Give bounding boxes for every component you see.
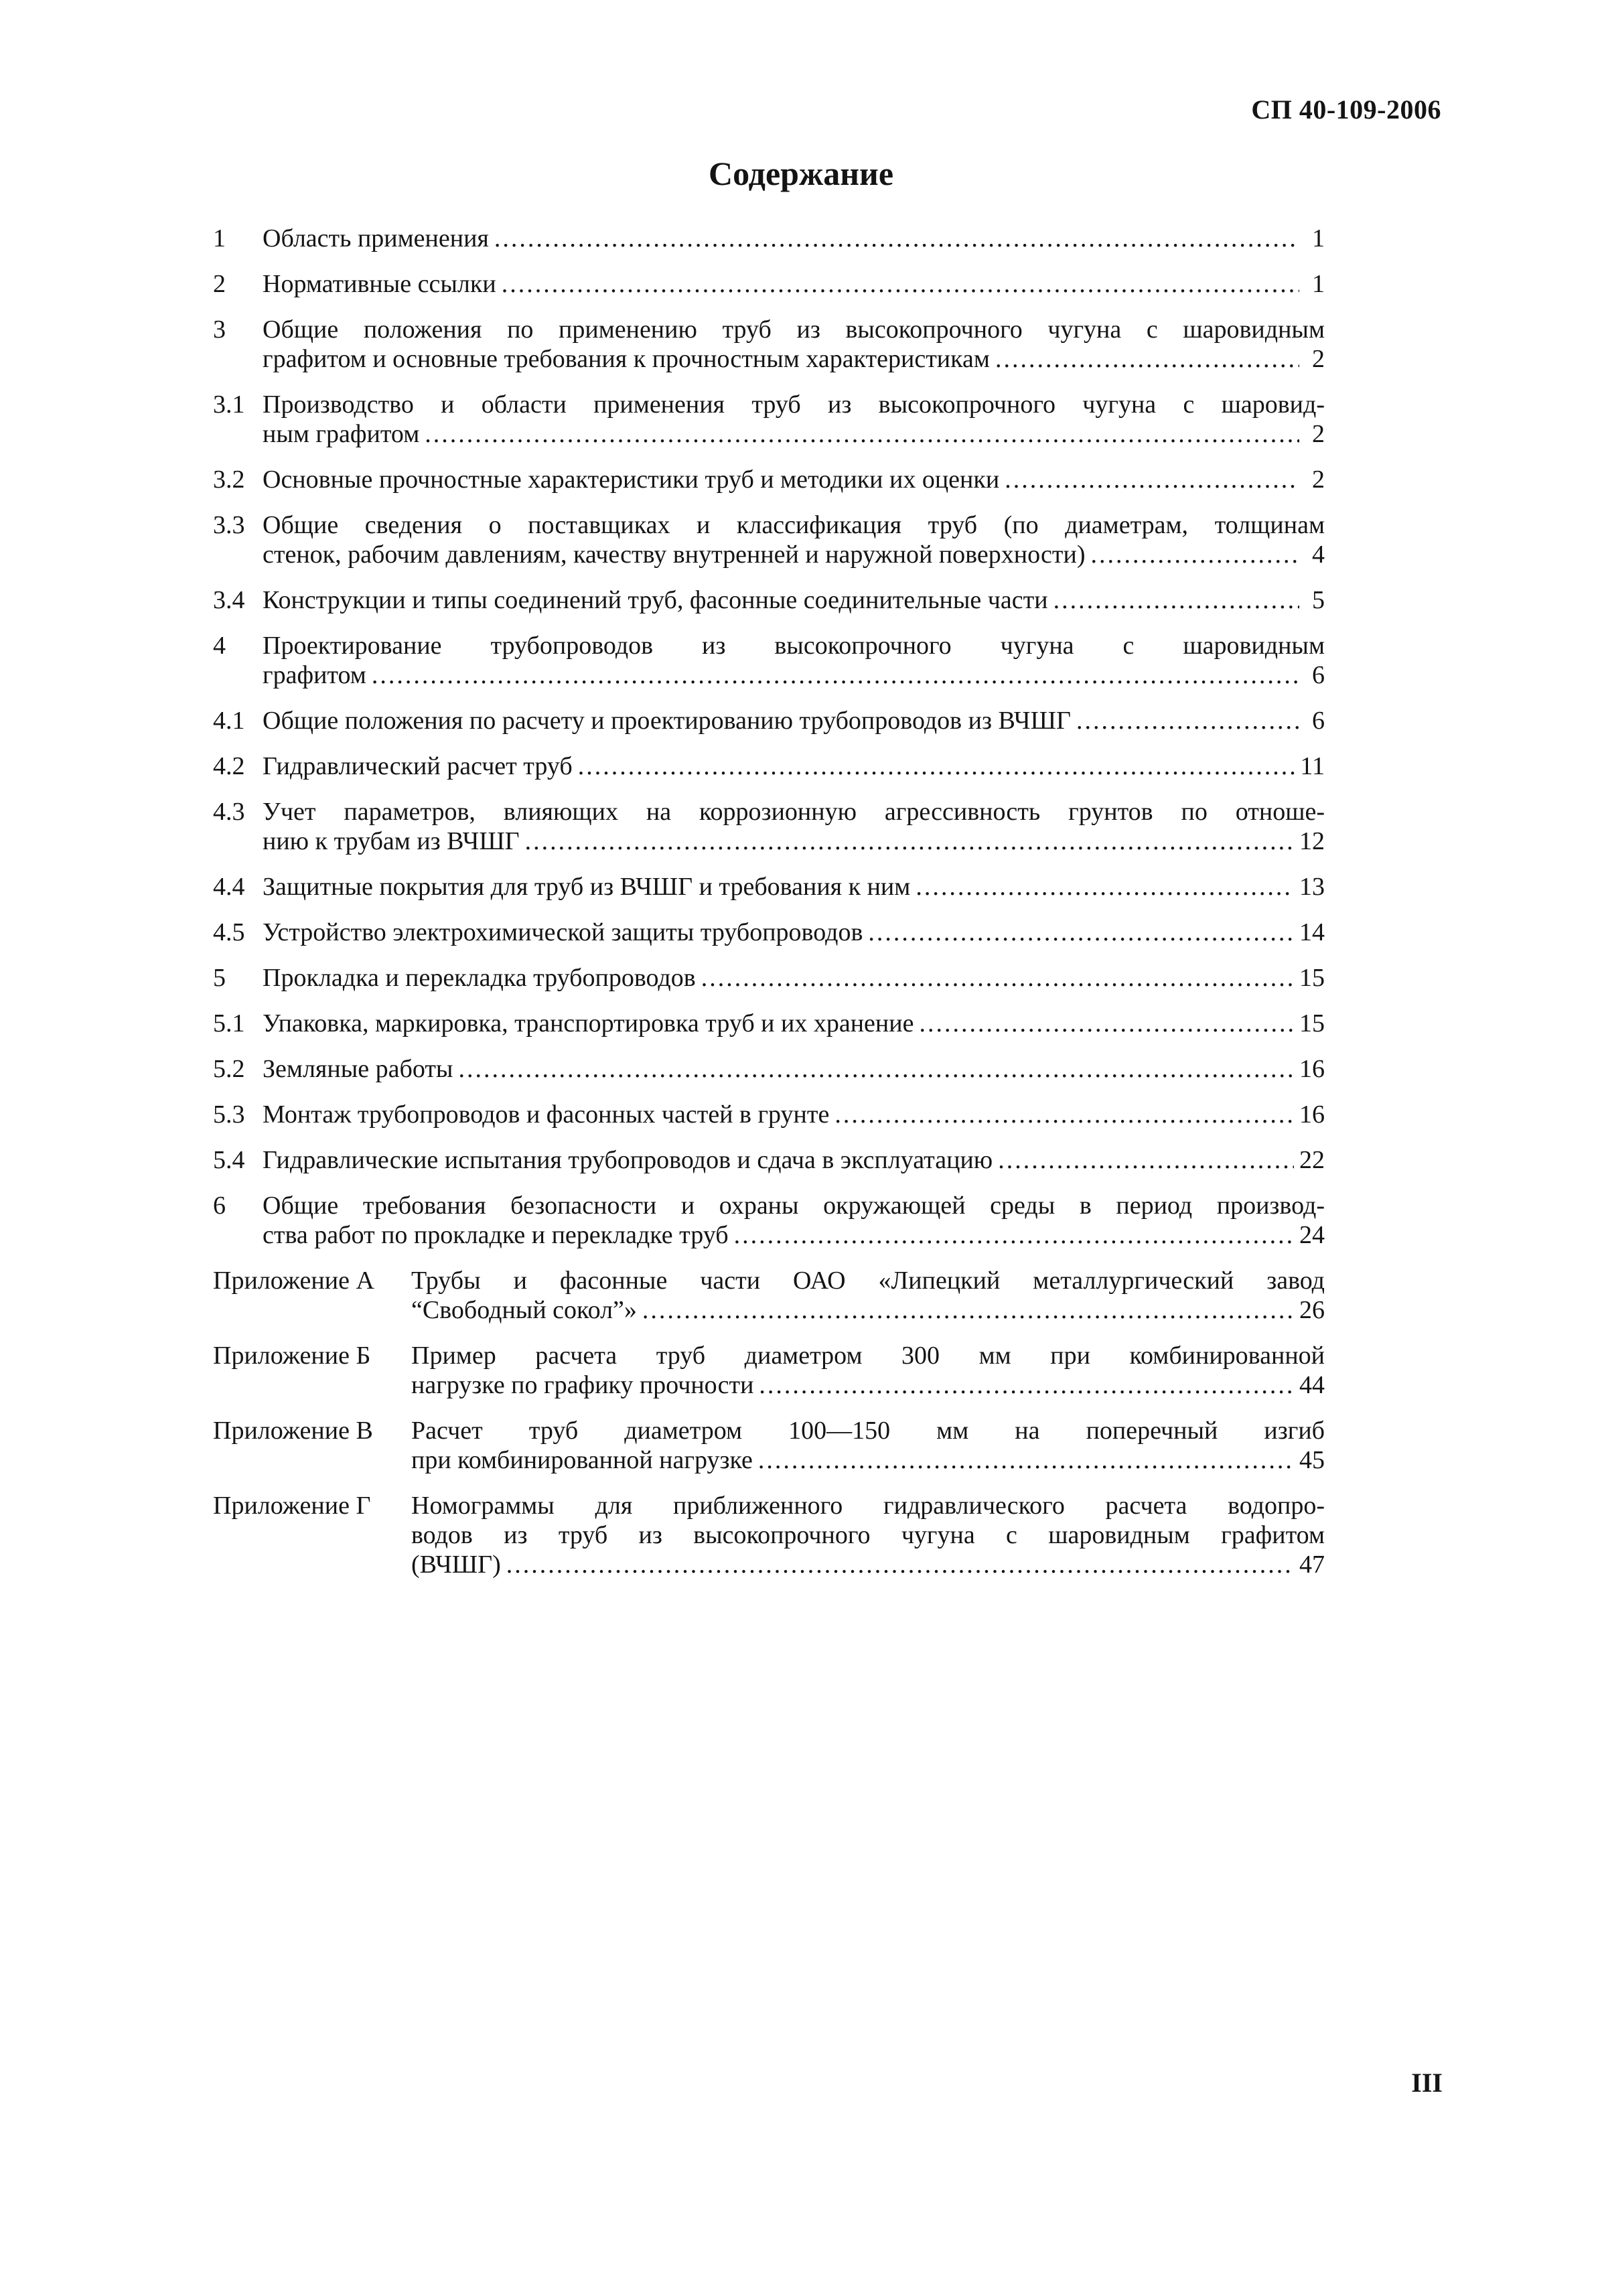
toc-entry-text-line: ства работ по прокладке и перекладке труб [263,1221,729,1249]
toc-entry[interactable] [213,1009,1325,1038]
toc-section-number: 2 [213,270,226,298]
toc-entry-last-line [263,1100,1325,1129]
toc-entry-text-line: Общие требования безопасности и охраны окружающей среды в период производ- [263,1192,1325,1220]
toc-entry[interactable] [213,1100,1325,1129]
toc-section-number: 4.4 [213,873,245,901]
toc-appendix-label: Приложение А [213,1267,374,1295]
toc-entry-body [263,1009,1325,1038]
toc-entry-last-line [263,540,1325,569]
page-title: Содержание [708,155,894,192]
dot-leader [998,1145,1294,1175]
toc-entry-text-line: Гидравлический расчет труб [263,752,573,780]
toc-entry-text-line: Нормативные ссылки [263,270,496,298]
dot-leader [642,1295,1294,1325]
toc-entry-last-line [263,585,1325,615]
toc-entry-body [263,390,1325,449]
toc-entry-text-line: Монтаж трубопроводов и фасонных частей в грунте [263,1100,830,1129]
toc-entry-text-line: Проектирование трубопроводов из высокопрочного чугуна с шаровидным [263,632,1325,660]
toc-section-number: 4.3 [213,798,245,826]
dot-leader [919,1009,1294,1038]
toc-section-number: 5.4 [213,1146,245,1174]
toc-entry-text-line: Гидравлические испытания трубопроводов и сдача в эксплуатацию [263,1146,993,1174]
toc-entry-last-line [263,963,1325,993]
toc-entry-text-line: Защитные покрытия для труб из ВЧШГ и требования к ним [263,873,911,901]
toc-entry-body [263,963,1325,993]
toc-page-number: 12 [1299,827,1325,855]
toc-page-number: 6 [1312,707,1325,735]
toc-page-number: 2 [1312,420,1325,448]
toc-entry-last-line [263,344,1325,374]
toc-section-number: 5.2 [213,1055,245,1083]
toc-page-number: 16 [1299,1100,1325,1129]
toc-page-number: 2 [1312,345,1325,373]
toc-entry-text-line: при комбинированной нагрузке [411,1446,753,1474]
toc-entry-text-line: Трубы и фасонные части ОАО «Липецкий металлургический завод [411,1267,1325,1295]
toc-entry-body [263,751,1325,781]
toc-entry-text-line: стенок, рабочим давлениям, качеству внутренней и наружной поверхности) [263,541,1086,569]
toc-entry-last-line [263,1009,1325,1038]
dot-leader [502,269,1299,299]
toc-appendix-entry[interactable] [213,1416,1325,1475]
toc-entry[interactable] [213,390,1325,449]
toc-entry-body [263,872,1325,902]
toc-entry-text-line: (ВЧШГ) [411,1551,501,1579]
toc-entry-text-line: Основные прочностные характеристики труб и методики их оценки [263,465,1000,494]
dot-leader [868,918,1294,947]
toc-entry[interactable] [213,224,1325,253]
toc-entry[interactable] [213,1145,1325,1175]
toc-entry-body [263,585,1325,615]
toc-entry-body [263,224,1325,253]
toc-page-number: 6 [1312,661,1325,689]
toc-entry-last-line [263,1054,1325,1084]
toc-entry[interactable] [213,1191,1325,1250]
dot-leader [916,872,1294,902]
toc-entry-text-line: “Свободный сокол”» [411,1296,637,1324]
toc-entry-text-line: водов из труб из высокопрочного чугуна с шаровидным графитом [411,1521,1325,1549]
dot-leader [758,1445,1294,1475]
dot-leader [995,344,1299,374]
toc-appendix-entry[interactable] [213,1491,1325,1579]
toc-appendix-entry[interactable] [213,1341,1325,1400]
toc-section-number: 3.2 [213,465,245,494]
toc-section-number: 4.2 [213,752,245,780]
toc-entry-text-line: Конструкции и типы соединений труб, фасонные соединительные части [263,586,1048,614]
toc-entry-text-line: Прокладка и перекладка трубопроводов [263,964,696,992]
toc-entry-text-line: Общие сведения о поставщиках и классификация труб (по диаметрам, толщинам [263,511,1325,539]
toc-entry-text-line: Производство и области применения труб из высокопрочного чугуна с шаровид- [263,390,1325,419]
toc-page-number: 16 [1299,1055,1325,1083]
toc-entry-text-line: Общие положения по расчету и проектированию трубопроводов из ВЧШГ [263,707,1071,735]
toc-entry-last-line [411,1445,1325,1475]
toc-page-number: 45 [1299,1446,1325,1474]
toc-entry-body [411,1491,1325,1579]
dot-leader [578,751,1295,781]
toc-section-number: 5.1 [213,1009,245,1037]
toc-entry[interactable] [213,797,1325,856]
dot-leader [1076,706,1299,735]
toc-entry-text-line: нию к трубам из ВЧШГ [263,827,520,855]
toc-entry-last-line [263,1220,1325,1250]
toc-entry[interactable] [213,631,1325,690]
toc-entry[interactable] [213,315,1325,374]
toc-entry[interactable] [213,963,1325,993]
toc-entry[interactable] [213,872,1325,902]
dot-leader [1053,585,1299,615]
toc-entry-last-line [263,419,1325,449]
toc-section-number: 3 [213,315,226,344]
toc-entry[interactable] [213,585,1325,615]
dot-leader [506,1550,1294,1579]
toc-entry-last-line [263,224,1325,253]
toc-entry[interactable] [213,706,1325,735]
toc-entry-body [263,1145,1325,1175]
toc-appendix-label: Приложение В [213,1417,373,1445]
toc-entry-body [263,918,1325,947]
toc-page-number: 15 [1299,1009,1325,1037]
dot-leader [458,1054,1294,1084]
toc-section-number: 4.5 [213,918,245,946]
toc-section-number: 5.3 [213,1100,245,1129]
toc-appendix-label: Приложение Г [213,1492,371,1520]
toc-entry-body [263,269,1325,299]
toc-page-number: 22 [1299,1146,1325,1174]
toc-page-number: 13 [1299,873,1325,901]
toc-entry-last-line [263,465,1325,494]
toc-entry-body [263,797,1325,856]
toc-page-number: 11 [1300,752,1325,780]
toc-entry-text-line: ным графитом [263,420,420,448]
toc-section-number: 6 [213,1192,226,1220]
toc-section-number: 3.3 [213,511,245,539]
toc-entry-body [263,510,1325,569]
dot-leader [734,1220,1294,1250]
dot-leader [1091,540,1299,569]
toc-entry-last-line [263,1145,1325,1175]
toc-entry-body [263,465,1325,494]
toc-page-number: 2 [1312,465,1325,494]
toc-entry-text-line: Земляные работы [263,1055,453,1083]
toc-entry-text-line: Общие положения по применению труб из высокопрочного чугуна с шаровидным [263,315,1325,344]
toc-entry-body [263,315,1325,374]
toc-entry-last-line [263,706,1325,735]
toc-entry-last-line [263,918,1325,947]
toc-entry-body [411,1266,1325,1325]
toc-section-number: 1 [213,224,226,253]
toc-entry[interactable] [213,269,1325,299]
dot-leader [494,224,1299,253]
toc-entry-text-line: Область применения [263,224,489,253]
toc-page-number: 26 [1299,1296,1325,1324]
toc-entry-body [263,1054,1325,1084]
toc-entry-last-line [263,660,1325,690]
dot-leader [1005,465,1299,494]
dot-leader [834,1100,1294,1129]
toc-entry-text-line: Расчет труб диаметром 100—150 мм на поперечный изгиб [411,1417,1325,1445]
toc-page-number: 15 [1299,964,1325,992]
toc-entry-body [263,706,1325,735]
toc-entry-text-line: нагрузке по графику прочности [411,1371,754,1399]
toc-appendix-entry[interactable] [213,1266,1325,1325]
toc-page-number: 14 [1299,918,1325,946]
toc-entry[interactable] [213,918,1325,947]
dot-leader [425,419,1299,449]
toc-section-number: 3.1 [213,390,245,419]
toc-entry-body [263,1100,1325,1129]
toc-entry-last-line [411,1550,1325,1579]
toc-entry-text-line: Упаковка, маркировка, транспортировка труб и их хранение [263,1009,914,1037]
dot-leader [701,963,1294,993]
toc-entry-body [411,1341,1325,1400]
toc-page-number: 44 [1299,1371,1325,1399]
toc-entry[interactable] [213,1054,1325,1084]
toc-page-number: 47 [1299,1551,1325,1579]
toc-entry-text-line: Устройство электрохимической защиты трубопроводов [263,918,863,946]
toc-entry-last-line [263,872,1325,902]
toc-entry-last-line [263,269,1325,299]
toc-section-number: 3.4 [213,586,245,614]
toc-entry-text-line: графитом [263,661,366,689]
toc-entry-text-line: графитом и основные требования к прочностным характеристикам [263,345,990,373]
toc-entry-last-line [411,1295,1325,1325]
toc-entry[interactable] [213,465,1325,494]
table-of-contents [213,224,1325,1595]
toc-entry-body [263,631,1325,690]
page-number: III [1411,2068,1443,2098]
toc-entry[interactable] [213,751,1325,781]
toc-entry-text-line: Номограммы для приближенного гидравлического расчета водопро- [411,1492,1325,1520]
dot-leader [759,1370,1294,1400]
toc-entry-body [263,1191,1325,1250]
toc-section-number: 4.1 [213,707,245,735]
toc-page-number: 24 [1299,1221,1325,1249]
toc-appendix-label: Приложение Б [213,1342,371,1370]
toc-page-number: 4 [1312,541,1325,569]
toc-entry[interactable] [213,510,1325,569]
toc-entry-body [411,1416,1325,1475]
dot-leader [525,827,1294,856]
toc-section-number: 4 [213,632,226,660]
toc-entry-last-line [263,751,1325,781]
toc-section-number: 5 [213,964,226,992]
toc-entry-last-line [411,1370,1325,1400]
document-code: СП 40-109-2006 [1251,94,1441,125]
toc-entry-text-line: Пример расчета труб диаметром 300 мм при комбинированной [411,1342,1325,1370]
toc-page-number: 5 [1312,586,1325,614]
toc-entry-last-line [263,827,1325,856]
toc-page-number: 1 [1312,270,1325,298]
toc-entry-text-line: Учет параметров, влияющих на коррозионную агрессивность грунтов по отноше- [263,798,1325,826]
toc-page-number: 1 [1312,224,1325,253]
dot-leader [372,660,1299,690]
